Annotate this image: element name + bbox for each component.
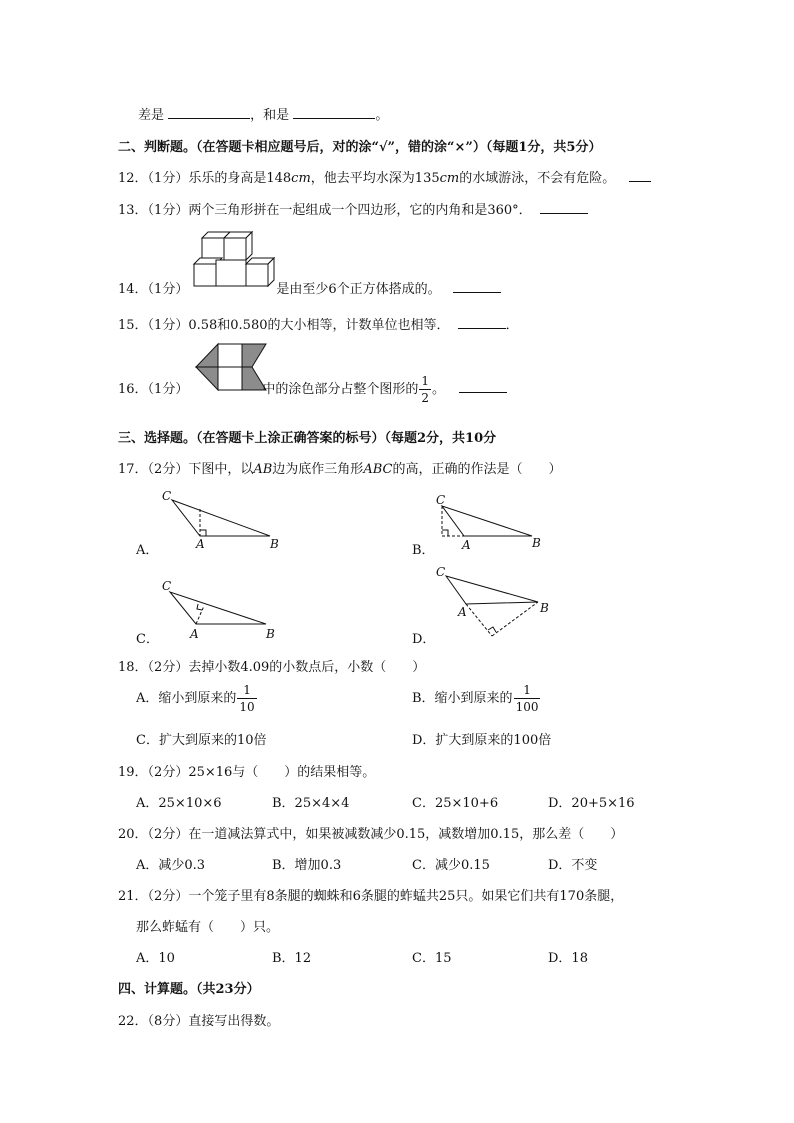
answer-blank[interactable] [459,380,507,393]
text: 差是 [138,108,165,123]
option-d[interactable]: D．不变 [548,858,598,873]
question-score: （1分） [147,318,189,333]
triangle-figure-a [160,488,290,554]
question-12 [118,167,651,186]
question-15 [118,314,519,333]
value: 148 [266,171,292,186]
question-text: 0.58和0.580的大小相等，计数单位也相等． [188,318,450,333]
fraction-denominator: 2 [421,391,429,405]
text: 下图中，以 [188,462,254,477]
option-a-label[interactable]: A． [136,543,159,558]
question-number: 20． [118,827,148,842]
vertex-label: C [436,493,446,507]
triangle-figure-c [160,576,290,642]
option-b[interactable]: B．25×4×4 [272,796,350,811]
question-number: 14． [118,282,148,297]
text: 的水域游泳，不会有危险。 [459,171,616,186]
vertex-label: A [458,605,467,619]
question-number: 18． [118,660,148,675]
vertex-label: B [532,536,541,550]
question-score: （2分） [147,462,189,477]
question-score: （1分） [147,203,189,218]
option-d-label[interactable]: D． [412,632,436,647]
option-d[interactable]: D．20+5×16 [548,796,635,811]
section-title: 三、选择题。（在答题卡上涂正确答案的标号）（每题2分，共10分 [118,431,497,446]
question-text: 是由至少6个正方体搭成的。 [276,282,441,297]
question-score: （1分） [147,382,189,397]
question-14 [118,278,501,297]
question-text: 一个笼子里有8条腿的蜘蛛和6条腿的蚱蜢共25只。如果它们共有170条腿， [188,889,624,904]
option-d[interactable]: D．扩大到原来的100倍 [412,733,552,748]
fraction-numerator: 1 [523,683,531,697]
text: 乐乐的身高是 [188,171,267,186]
vertex-label: A [196,537,205,551]
question-text: 25×16与（ ）的结果相等。 [188,765,376,780]
question-text: 直接写出得数。 [188,1014,280,1029]
option-d[interactable]: D．18 [548,951,588,966]
question-text: 去掉小数4.09的小数点后，小数（ ） [188,660,426,675]
question-number: 21． [118,889,148,904]
question-13 [118,199,588,218]
question-text: 两个三角形拼在一起组成一个四边形，它的内角和是360°． [188,203,532,218]
question-text: 中的涂色部分占整个图形的 [262,382,419,397]
option-text: A．缩小到原来的 [136,691,237,706]
question-21 [118,885,623,904]
unit: cm [439,171,460,186]
option-c[interactable]: C．扩大到原来的10倍 [136,733,267,748]
question-18 [118,656,425,675]
option-c[interactable]: C．减少0.15 [412,858,490,873]
question-score: （1分） [147,282,189,297]
text: ，和是 [250,108,290,123]
fraction [237,684,256,713]
option-text: B．缩小到原来的 [412,691,513,706]
option-b[interactable] [412,684,541,713]
question-20 [118,823,623,842]
question-19 [118,761,375,780]
answer-blank[interactable] [293,106,375,119]
top-line [138,104,388,123]
option-b-label[interactable]: B． [412,543,435,558]
answer-blank[interactable] [540,201,588,214]
text: 。 [375,108,389,123]
text: 边为底作三角形 [272,462,364,477]
question-score: （2分） [147,765,189,780]
option-a[interactable] [136,684,258,713]
question-score: （2分） [147,889,189,904]
fraction [514,684,541,713]
question-number: 12． [118,171,148,186]
question-number: 15． [118,318,148,333]
question-score: （2分） [147,827,189,842]
option-b[interactable]: B．增加0.3 [272,858,342,873]
answer-blank[interactable] [458,316,506,329]
value: 135 [414,171,440,186]
text: ，他去平均水深为 [310,171,415,186]
option-a[interactable]: A．10 [136,951,175,966]
section-title: 二、判断题。（在答题卡相应题号后，对的涂“√”，错的涂“×”）（每题1分，共5分） [118,140,602,155]
option-a[interactable]: A．减少0.3 [136,858,206,873]
triangle-label: ABC [363,462,393,477]
triangle-figure-b [432,492,552,554]
text: 。 [431,382,445,397]
question-22 [118,1010,279,1029]
vertex-label: C [162,489,172,503]
vertex-label: C [162,579,172,593]
question-number: 17． [118,462,148,477]
fraction-numerator: 1 [421,374,429,388]
question-score: （2分） [147,660,189,675]
question-number: 13． [118,203,148,218]
vertex-label: C [436,565,446,579]
vertex-label: B [270,537,279,551]
question-text: 在一道减法算式中，如果被减数减少0.15，减数增加0.15，那么差（ ） [188,827,624,842]
answer-blank[interactable] [168,106,250,119]
question-score: （8分） [147,1014,189,1029]
question-16 [118,375,507,404]
answer-blank[interactable] [629,169,651,182]
question-number: 22． [118,1014,148,1029]
option-c-label[interactable]: C． [136,632,159,647]
question-number: 16． [118,382,148,397]
question-score: （1分） [147,171,189,186]
fraction-denominator: 100 [515,700,539,714]
fraction-numerator: 1 [243,683,251,697]
vertex-label: B [266,627,275,641]
fraction-denominator: 10 [239,700,255,714]
unit: cm [291,171,311,186]
option-b[interactable]: B．12 [272,951,312,966]
segment-label: AB [253,462,273,477]
vertex-label: A [190,627,199,641]
question-17 [118,458,561,477]
text: 的高，正确的作法是（ ） [392,462,562,477]
vertex-label: B [540,601,549,615]
fraction [419,375,431,404]
text: ． [505,318,519,333]
answer-blank[interactable] [453,280,501,293]
option-c[interactable]: C．15 [412,951,452,966]
vertex-label: A [462,538,471,552]
triangle-figure-d [432,566,562,642]
question-number: 19． [118,765,148,780]
section-title: 四、计算题。（共23分） [118,982,260,997]
option-a[interactable]: A．25×10×6 [136,796,222,811]
question-21-line2: 那么蚱蜢有（ ）只。 [136,920,280,935]
option-c[interactable]: C．25×10+6 [412,796,499,811]
